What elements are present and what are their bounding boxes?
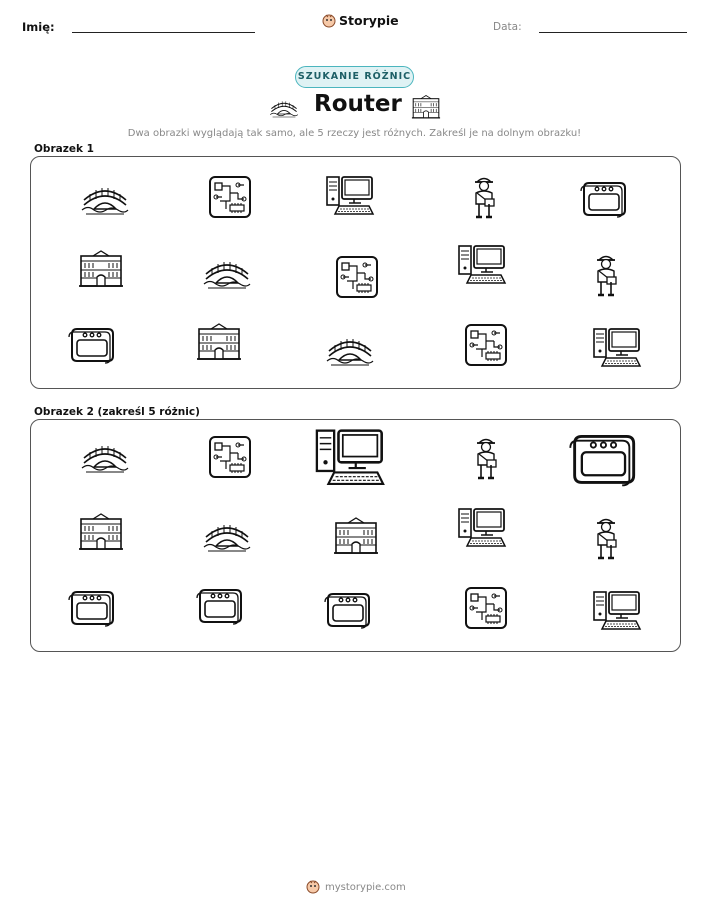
bridge-icon[interactable] xyxy=(80,179,130,219)
router-icon[interactable] xyxy=(566,429,638,487)
computer-icon[interactable] xyxy=(457,506,507,550)
router-icon[interactable] xyxy=(322,589,372,629)
bridge-icon xyxy=(268,96,300,120)
router-icon[interactable] xyxy=(194,585,244,625)
name-label: Imię: xyxy=(22,20,55,34)
footer xyxy=(306,880,406,894)
computer-icon[interactable] xyxy=(592,589,642,633)
circuit-board-icon[interactable] xyxy=(208,175,252,219)
postman-icon[interactable] xyxy=(471,435,501,481)
computer-icon[interactable] xyxy=(457,243,507,287)
router-icon[interactable] xyxy=(578,178,628,218)
brand-logo xyxy=(322,13,399,28)
building-icon[interactable] xyxy=(76,249,126,289)
panel1-label: Obrazek 1 xyxy=(34,143,94,155)
circuit-board-icon[interactable] xyxy=(464,323,508,367)
building-icon xyxy=(410,94,442,120)
router-icon[interactable] xyxy=(66,587,116,627)
bridge-icon[interactable] xyxy=(80,437,130,477)
date-label: Data: xyxy=(493,21,522,33)
footer-url[interactable]: mystorypie.com xyxy=(325,881,406,893)
brand-name: Storypie xyxy=(339,13,399,28)
building-icon[interactable] xyxy=(194,322,244,362)
postman-icon[interactable] xyxy=(591,515,621,561)
storypie-mascot-icon xyxy=(306,880,320,894)
instructions: Dwa obrazki wyglądają tak samo, ale 5 rzeczy jest różnych. Zakreśl je na dolnym obrazku! xyxy=(127,128,582,139)
bridge-icon[interactable] xyxy=(202,253,252,293)
storypie-mascot-icon xyxy=(322,14,336,28)
postman-icon[interactable] xyxy=(469,174,499,220)
computer-icon[interactable] xyxy=(314,426,386,490)
date-input-line[interactable] xyxy=(539,32,687,33)
building-icon[interactable] xyxy=(331,516,381,556)
computer-icon[interactable] xyxy=(325,174,375,218)
circuit-board-icon[interactable] xyxy=(208,435,252,479)
postman-icon[interactable] xyxy=(591,252,621,298)
circuit-board-icon[interactable] xyxy=(464,586,508,630)
panel1 xyxy=(30,156,681,389)
name-input-line[interactable] xyxy=(72,32,255,33)
bridge-icon[interactable] xyxy=(202,516,252,556)
bridge-icon[interactable] xyxy=(325,330,375,370)
building-icon[interactable] xyxy=(76,512,126,552)
computer-icon[interactable] xyxy=(592,326,642,370)
circuit-board-icon[interactable] xyxy=(335,255,379,299)
panel2-label: Obrazek 2 (zakreśl 5 różnic) xyxy=(34,406,200,418)
activity-badge: SZUKANIE RÓŻNIC xyxy=(295,66,414,88)
router-icon[interactable] xyxy=(66,324,116,364)
page-title: Router xyxy=(314,91,402,117)
panel2 xyxy=(30,419,681,652)
